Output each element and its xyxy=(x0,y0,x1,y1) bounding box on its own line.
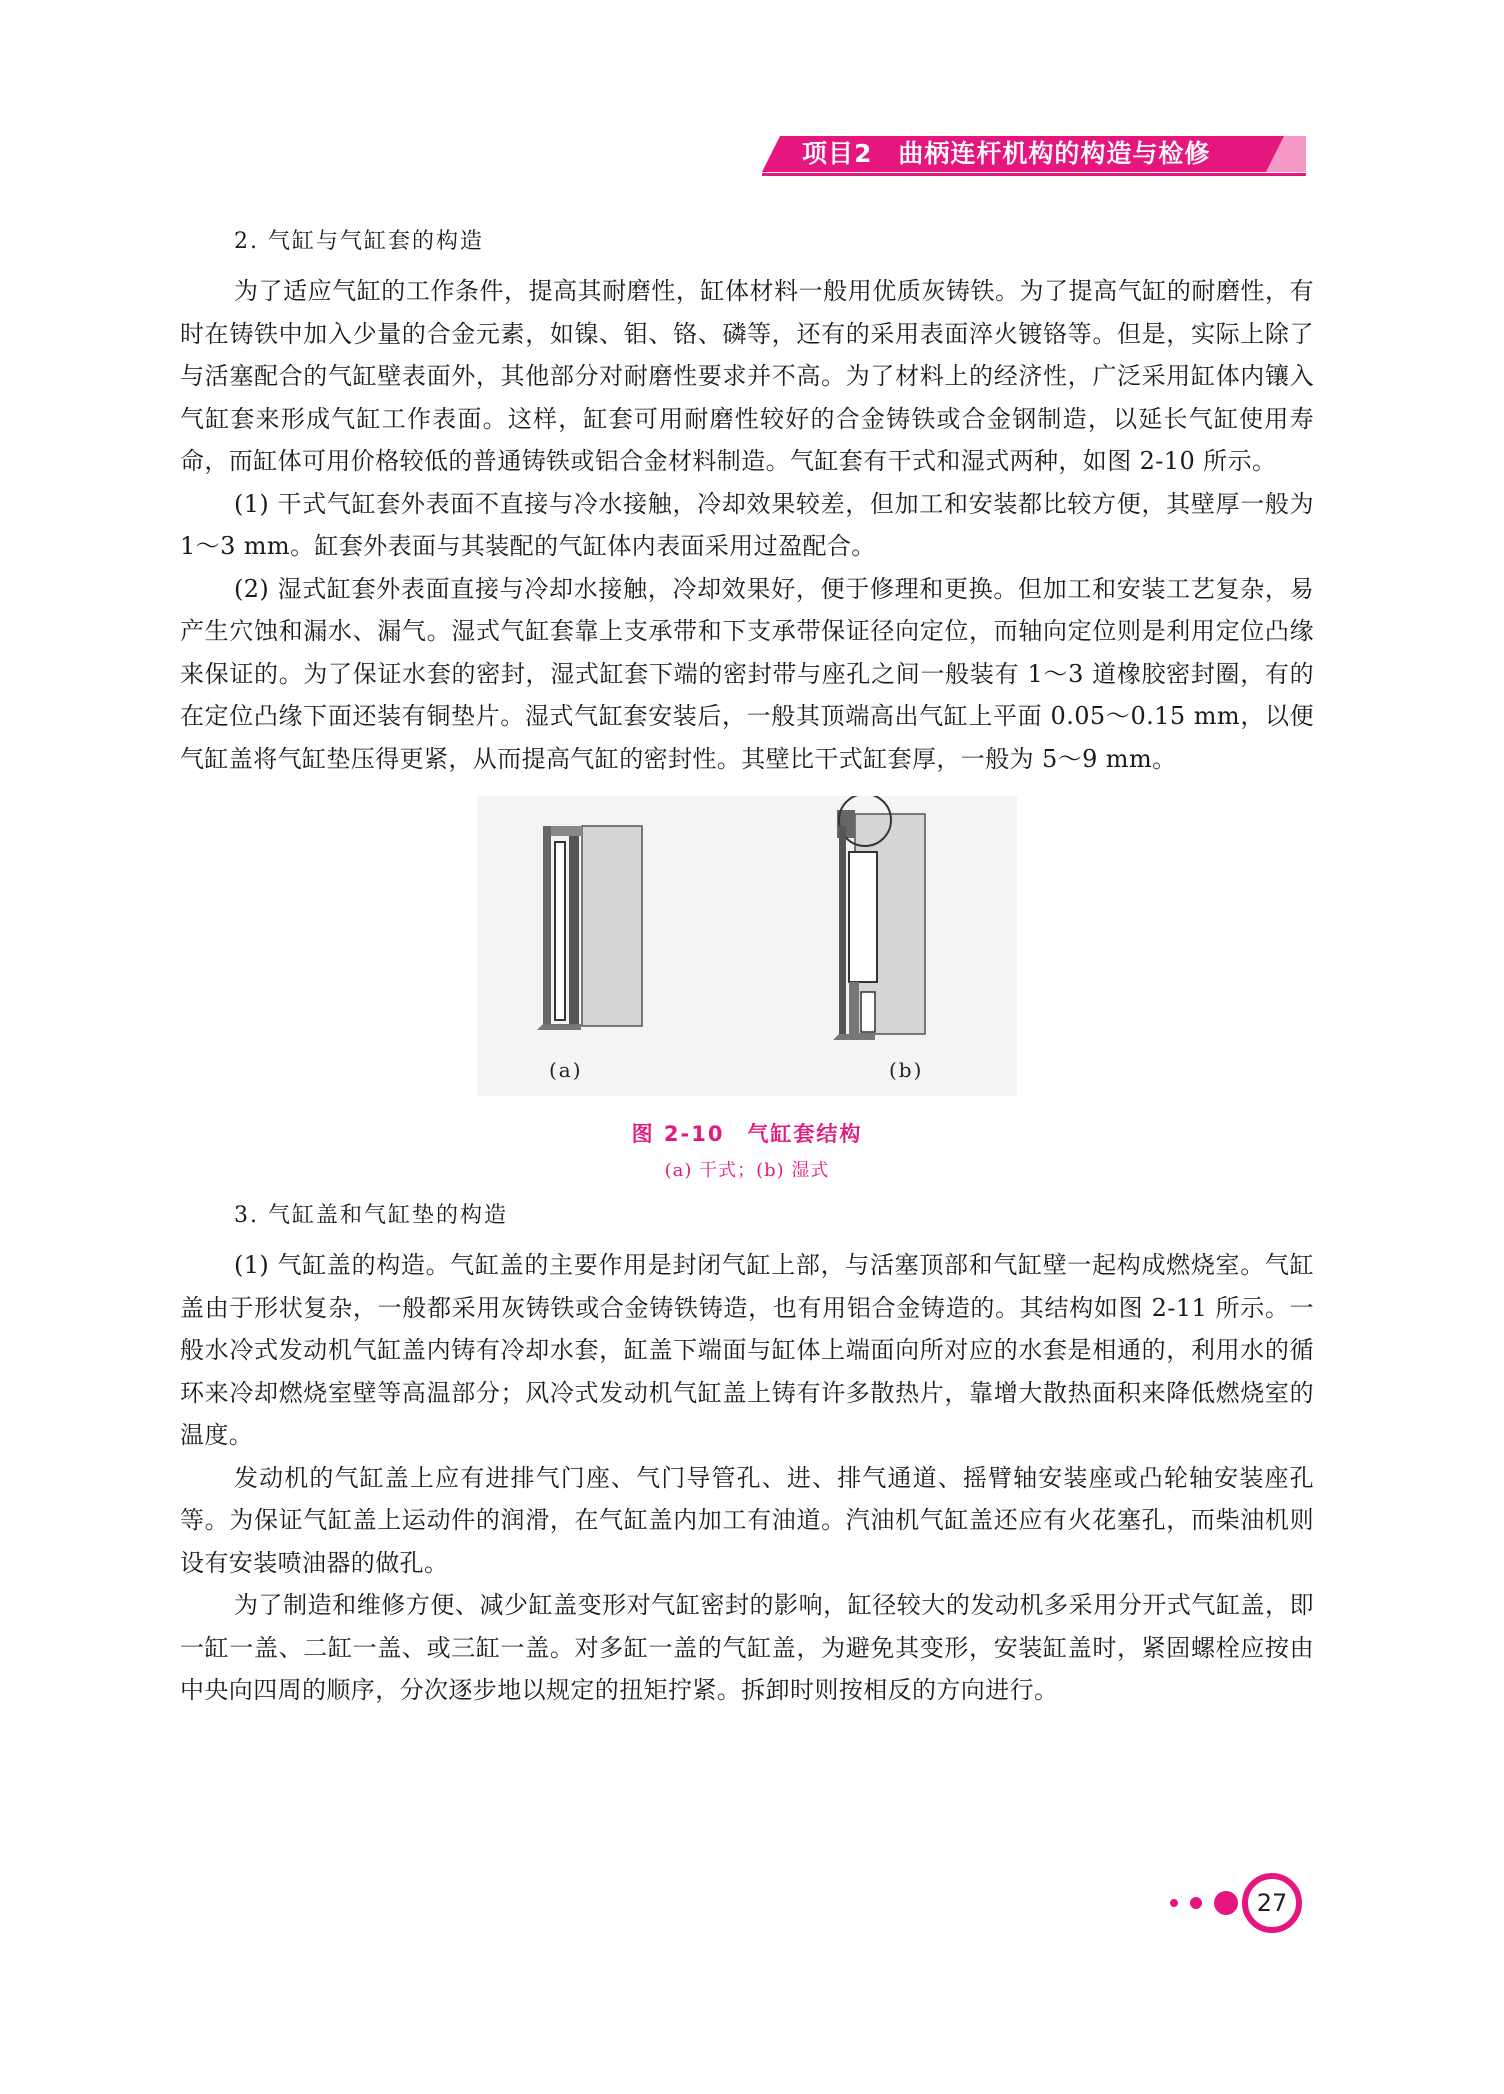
page-number-badge xyxy=(1160,1873,1310,1953)
figure-label-a: (a) xyxy=(549,1058,583,1082)
page-number: 27 xyxy=(1242,1873,1302,1933)
chapter-header xyxy=(762,136,1306,172)
paragraph: 发动机的气缸盖上应有进排气门座、气门导管孔、进、排气通道、摇臂轴安装座或凸轮轴安装座孔等。为保证气缸盖上运动件的润滑，在气缸盖内加工有油道。汽油机气缸盖还应有火花塞孔，而柴油机则设有安装喷油器的做孔。 xyxy=(180,1463,1314,1577)
section-title-cylinder-liner: 2. 气缸与气缸套的构造 xyxy=(234,229,484,254)
paragraph: 为了制造和维修方便、减少缸盖变形对气缸密封的影响，缸径较大的发动机多采用分开式气缸盖，即一缸一盖、二缸一盖、或三缸一盖。对多缸一盖的气缸盖，为避免其变形，安装缸盖时，紧固螺栓应按由中央向四周的顺序，分次逐步地以规定的扭矩拧紧。拆卸时则按相反的方向进行。 xyxy=(180,1591,1314,1704)
dry-liner-diagram xyxy=(537,826,642,1030)
figure-label-b: (b) xyxy=(889,1058,924,1082)
paragraph: 为了适应气缸的工作条件，提高其耐磨性，缸体材料一般用优质灰铸铁。为了提高气缸的耐磨性，有时在铸铁中加入少量的合金元素，如镍、钼、铬、磷等，还有的采用表面淬火镀铬等。但是，实际上除了与活塞配合的气缸壁表面外，其他部分对耐磨性要求并不高。为了材料上的经济性，广泛采用缸体内镶入气缸套来形成气缸工作表面。这样，缸套可用耐磨性较好的合金铸铁或合金钢制造，以延长气缸使用寿命，而缸体可用价格较低的普通铸铁或铝合金材料制造。气缸套有干式和湿式两种，如图 2-10 所示。 xyxy=(180,277,1314,475)
decor-dot-large xyxy=(1214,1891,1238,1915)
cylinder-liner-drawing xyxy=(477,796,1017,1096)
decor-dot-medium xyxy=(1190,1897,1202,1909)
paragraph: (1) 气缸盖的构造。气缸盖的主要作用是封闭气缸上部，与活塞顶部和气缸壁一起构成燃烧室。气缸盖由于形状复杂，一般都采用灰铸铁或合金铸铁铸造，也有用铝合金铸造的。其结构如图 2-11 所示。一般水冷式发动机气缸盖内铸有冷却水套，缸盖下端面与缸体上端面向所对应的水套是相通的，利用水的循环来冷却燃烧室壁等高温部分；风冷式发动机气缸盖上铸有许多散热片，靠增大散热面积来降低燃烧室的温度。 xyxy=(180,1251,1314,1449)
chapter-title: 项目2 曲柄连杆机构的构造与检修 xyxy=(802,139,1211,168)
figure-subcaption: (a) 干式；(b) 湿式 xyxy=(664,1160,830,1181)
header-rule xyxy=(762,173,1306,176)
figure-caption: 图 2-10 气缸套结构 xyxy=(631,1122,863,1146)
wet-liner-diagram xyxy=(833,796,925,1040)
section-title-cylinder-head: 3. 气缸盖和气缸垫的构造 xyxy=(234,1203,508,1228)
page-content xyxy=(180,222,1314,1712)
figure-cylinder-liner xyxy=(477,796,1017,1096)
decor-dot-small xyxy=(1170,1899,1178,1907)
paragraph: (1) 干式气缸套外表面不直接与冷水接触，冷却效果较差，但加工和安装都比较方便，其壁厚一般为 1～3 mm。缸套外表面与其装配的气缸体内表面采用过盈配合。 xyxy=(180,489,1314,560)
paragraph: (2) 湿式缸套外表面直接与冷却水接触，冷却效果好，便于修理和更换。但加工和安装工艺复杂，易产生穴蚀和漏水、漏气。湿式气缸套靠上支承带和下支承带保证径向定位，而轴向定位则是利用定位凸缘来保证的。为了保证水套的密封，湿式缸套下端的密封带与座孔之间一般装有 1～3 道橡胶密封圈，有的在定位凸缘下面还装有铜垫片。湿式气缸套安装后，一般其顶端高出气缸上平面 0.05～0.15 mm，以便气缸盖将气缸垫压得更紧，从而提高气缸的密封性。其壁比干式缸套厚，一般为 5～9 mm。 xyxy=(180,574,1314,773)
